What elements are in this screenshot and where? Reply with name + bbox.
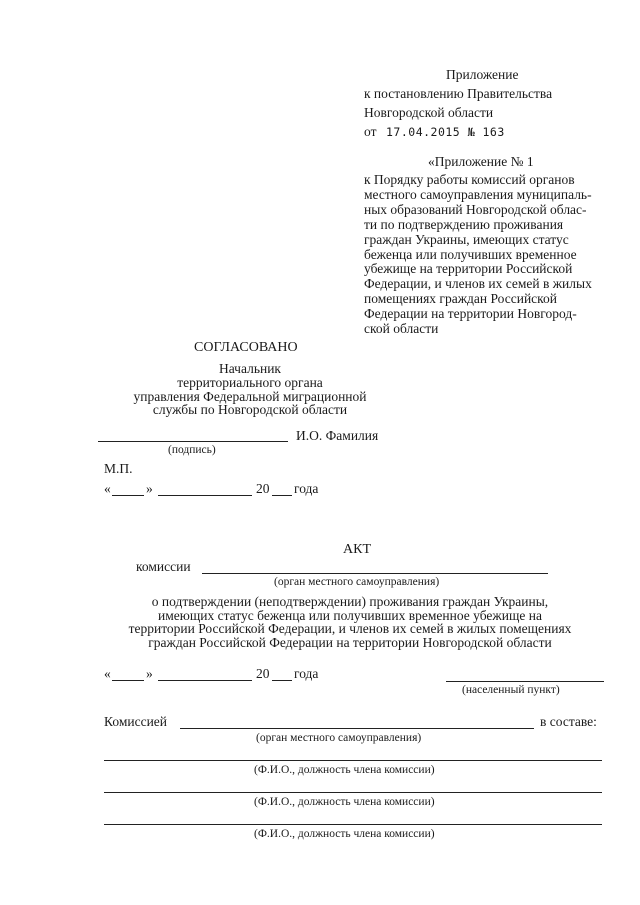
composition-caption: (орган местного самоуправления) bbox=[256, 732, 422, 744]
signature-line bbox=[98, 441, 288, 442]
member-line-1 bbox=[104, 760, 602, 761]
act-subject-line: территории Российской Федерации, и членов их семей в жилых помещениях bbox=[128, 621, 572, 637]
approval-title: СОГЛАСОВАНО bbox=[194, 340, 298, 355]
approval-year-line bbox=[272, 495, 292, 496]
member-caption-1: (Ф.И.О., должность члена комиссии) bbox=[254, 764, 435, 776]
act-title: АКТ bbox=[343, 542, 371, 557]
approval-line: территориального органа bbox=[177, 374, 323, 390]
composition-label: Комиссией bbox=[104, 714, 168, 729]
approval-date-close: » bbox=[146, 481, 153, 496]
approval-line: Начальник bbox=[218, 361, 281, 376]
composition-line bbox=[180, 728, 534, 729]
settlement-caption: (населенный пункт) bbox=[462, 684, 560, 696]
approval-line: управления Федеральной миграционной bbox=[133, 388, 367, 404]
approval-day-line bbox=[112, 495, 144, 496]
approval-position bbox=[110, 362, 390, 417]
act-subject-line: о подтверждении (неподтверждении) проживания граждан Украины, bbox=[151, 594, 549, 609]
approval-month-line bbox=[158, 495, 252, 496]
annex1-line: граждан Украины, имеющих статус bbox=[364, 231, 569, 247]
signature-caption: (подпись) bbox=[168, 444, 216, 456]
annex1-line: ской области bbox=[364, 321, 439, 337]
member-line-2 bbox=[104, 792, 602, 793]
act-commission-line bbox=[202, 573, 548, 574]
stamp-label: М.П. bbox=[104, 461, 133, 476]
member-caption-2: (Ф.И.О., должность члена комиссии) bbox=[254, 796, 435, 808]
act-commission-label: комиссии bbox=[136, 559, 191, 574]
act-date-close: » bbox=[146, 666, 153, 681]
act-month-line bbox=[158, 680, 252, 681]
approval-year-prefix: 20 bbox=[256, 481, 270, 496]
act-subject-line: граждан Российской Федерации на территории Новгородской области bbox=[148, 635, 552, 651]
settlement-line bbox=[446, 681, 604, 682]
act-authority-caption: (орган местного самоуправления) bbox=[274, 576, 440, 588]
approver-name: И.О. Фамилия bbox=[296, 428, 379, 443]
annex-region-line: Новгородской области bbox=[364, 105, 494, 120]
annex1-line: к Порядку работы комиссий органов bbox=[364, 172, 575, 187]
annex1-line: ти по подтверждению проживания bbox=[364, 216, 564, 232]
annex1-line: местного самоуправления муниципаль- bbox=[364, 186, 592, 202]
act-year-prefix: 20 bbox=[256, 666, 270, 681]
member-line-3 bbox=[104, 824, 602, 825]
member-caption-3: (Ф.И.О., должность члена комиссии) bbox=[254, 828, 435, 840]
annex-title: Приложение bbox=[446, 67, 519, 82]
approval-date-open: « bbox=[104, 481, 111, 496]
annex-date-number: 17.04.2015 № 163 bbox=[386, 125, 505, 139]
annex1-line: убежище на территории Российской bbox=[364, 261, 573, 277]
act-year-line bbox=[272, 680, 292, 681]
annex1-line: Федерации на территории Новгород- bbox=[364, 306, 577, 322]
approval-line: службы по Новгородской области bbox=[152, 402, 348, 418]
annex1-text bbox=[364, 173, 592, 337]
act-year-suffix: года bbox=[294, 666, 319, 681]
annex-date-prefix: от bbox=[364, 124, 377, 139]
annex1-title: «Приложение № 1 bbox=[428, 154, 534, 169]
act-subject-line: имеющих статус беженца или получивших временное убежище на bbox=[158, 607, 542, 623]
act-subject bbox=[80, 595, 620, 650]
composition-suffix: в составе: bbox=[540, 714, 597, 729]
annex-decree-line: к постановлению Правительства bbox=[364, 86, 553, 101]
annex1-line: помещениях граждан Российской bbox=[364, 291, 558, 307]
annex1-line: беженца или получивших временное bbox=[364, 246, 577, 262]
approval-year-suffix: года bbox=[294, 481, 319, 496]
annex1-line: ных образований Новгородской облас- bbox=[364, 201, 587, 217]
act-day-line bbox=[112, 680, 144, 681]
act-date-open: « bbox=[104, 666, 111, 681]
annex1-line: Федерации, и членов их семей в жилых bbox=[364, 276, 592, 292]
